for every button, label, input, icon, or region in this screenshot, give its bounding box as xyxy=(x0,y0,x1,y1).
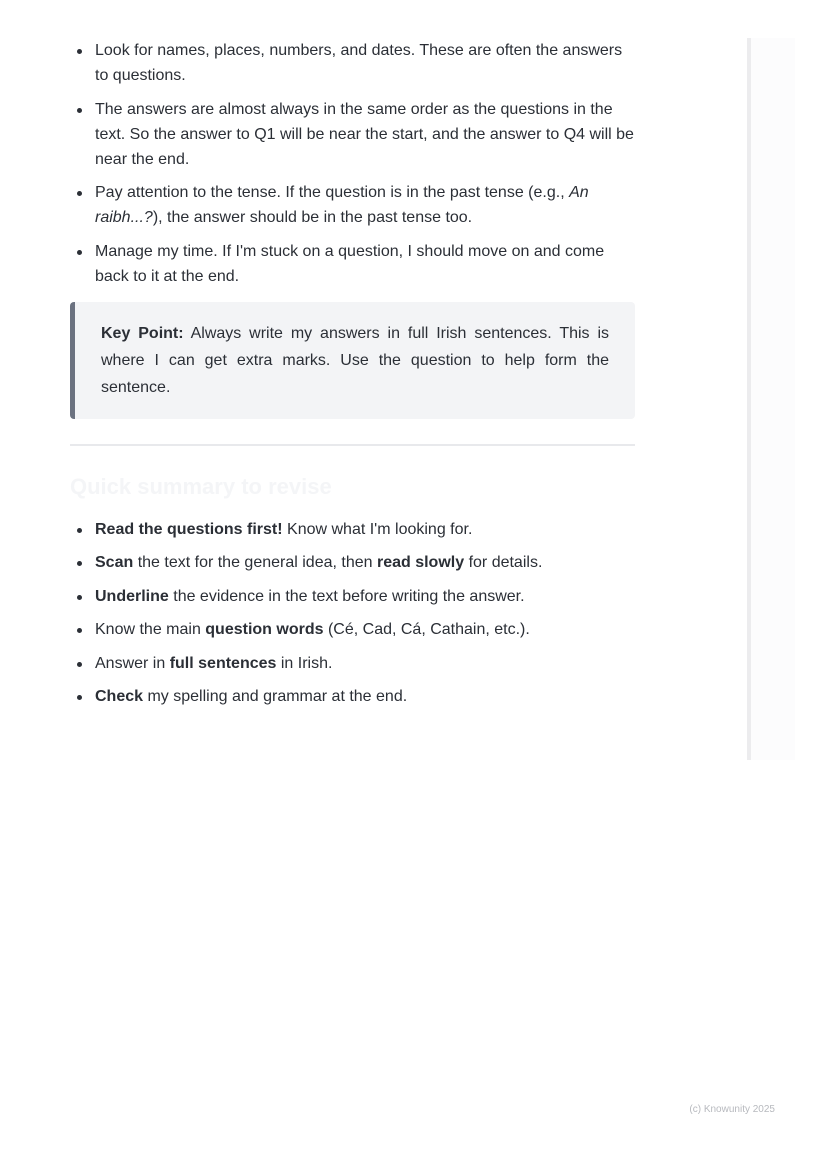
side-panel xyxy=(747,38,795,760)
list-item: The answers are almost always in the same order as the questions in the text. So the answer to Q1 will be near the start, and the answer to Q4 will be near the end. xyxy=(70,97,635,172)
list-item: Answer in full sentences in Irish. xyxy=(70,651,635,676)
list-item: Underline the evidence in the text before writing the answer. xyxy=(70,584,635,609)
section-title: Quick summary to revise xyxy=(70,473,332,499)
list-item: Scan the text for the general idea, then read slowly for details. xyxy=(70,550,635,575)
list-item: Check my spelling and grammar at the end. xyxy=(70,684,635,709)
callout-label: Key Point: xyxy=(101,324,184,342)
summary-list xyxy=(70,517,635,710)
tips-list xyxy=(70,38,635,289)
italic-example: An raibh...? xyxy=(95,184,589,226)
list-item: Read the questions first! Know what I'm looking for. xyxy=(70,517,635,542)
list-item: Know the main question words (Cé, Cad, Cá, Cathain, etc.). xyxy=(70,617,635,642)
callout-text: Always write my answers in full Irish sentences. This is where I can get extra marks. Use the question to help form the sentence. xyxy=(101,324,609,396)
key-point-callout xyxy=(70,302,635,419)
divider xyxy=(70,444,635,446)
document-content xyxy=(70,38,635,718)
list-item: Manage my time. If I'm stuck on a question, I should move on and come back to it at the end. xyxy=(70,239,635,289)
copyright-footer: (c) Knowunity 2025 xyxy=(689,1104,775,1115)
list-item: Pay attention to the tense. If the question is in the past tense (e.g., An raibh...?), the answer should be in the past tense too. xyxy=(70,180,635,230)
list-item: Look for names, places, numbers, and dates. These are often the answers to questions. xyxy=(70,38,635,88)
